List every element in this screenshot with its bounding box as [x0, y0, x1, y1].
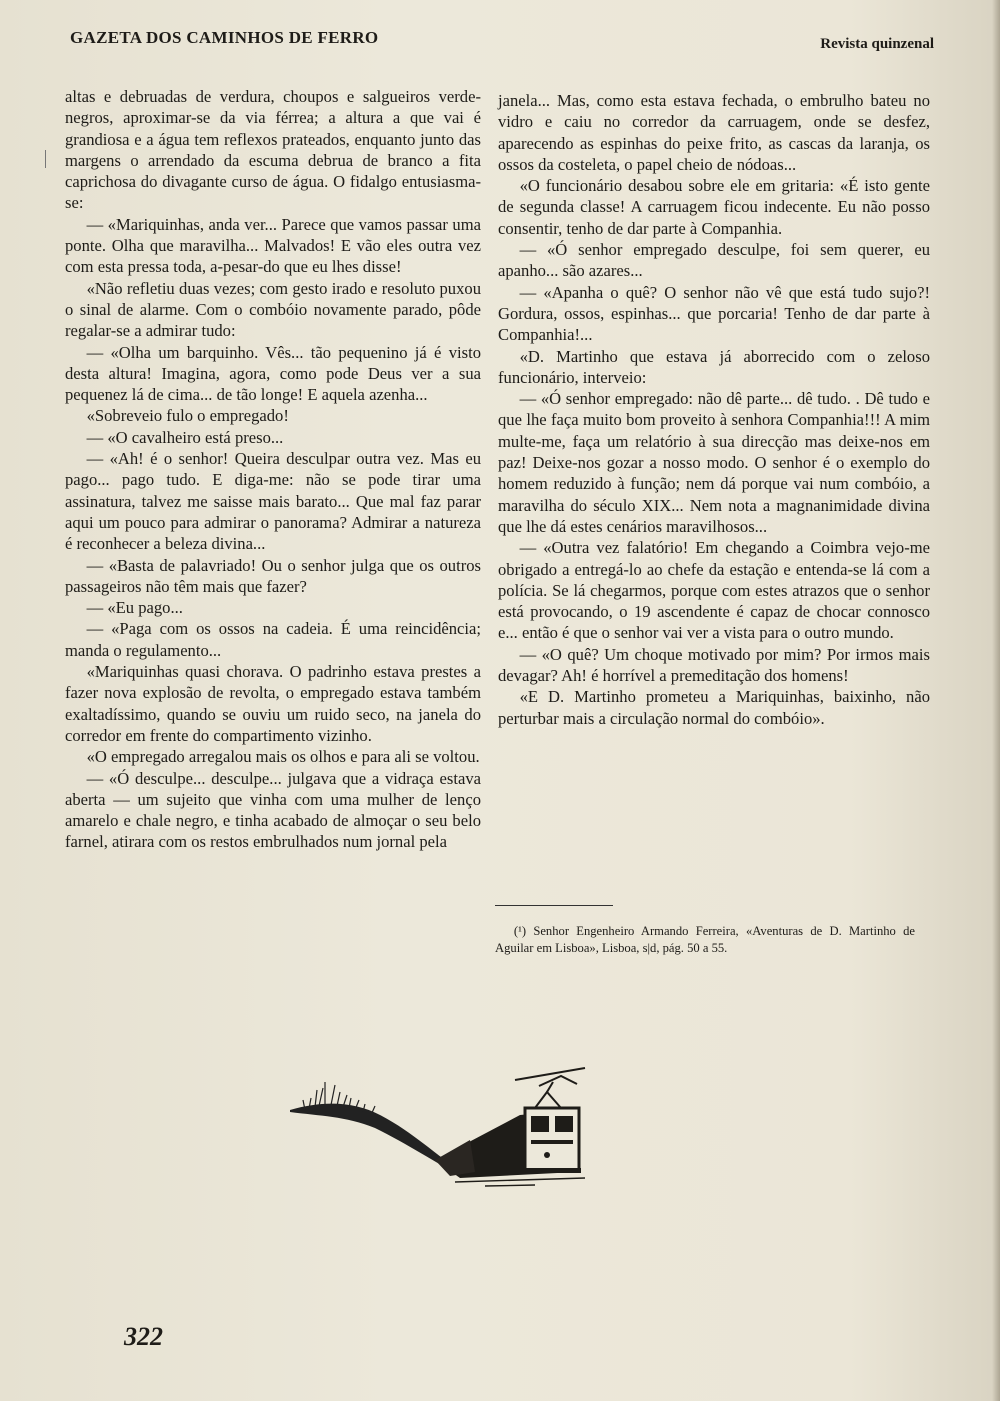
paragraph: «E D. Martinho prometeu a Mariquinhas, baixinho, não perturbar mais a circulação normal do combóio».: [498, 687, 930, 728]
footnote: [495, 923, 915, 956]
paragraph: «D. Martinho que estava já aborrecido com o zeloso funcionário, interveio:: [498, 346, 930, 387]
footnote-text: Senhor Engenheiro Armando Ferreira, «Aventuras de D. Martinho de Aguilar em Lisboa», Lisboa, s|d, pág. 50 a 55.: [495, 924, 915, 955]
paragraph: janela... Mas, como esta estava fechada, o embrulho bateu no vidro e caiu no corredor da carruagem, onde se desfez, aparecendo as espinhas do peixe frito, as cascas da laranja, os ossos da costeleta, o papel cheio de nódoas...: [498, 91, 930, 174]
paragraph: — «Basta de palavriado! Ou o senhor julga que os outros passageiros não têm mais que fazer?: [65, 555, 481, 596]
paragraph: — «Ah! é o senhor! Queira desculpar outra vez. Mas eu pago... pago tudo. E diga-me: não se pode tirar uma assinatura, talvez me saisse mais barato... Que mal faz parar aqui um pouco para admirar o panorama? Admirar a natureza é reconhecer a beleza divina...: [65, 449, 481, 554]
page-spine-shadow: [992, 0, 1000, 1401]
paragraph: — «Ó desculpe... desculpe... julgava que a vidraça estava aberta — um sujeito que vinha com uma mulher de lenço amarelo e chale negro, e tinha acabado de almoçar o seu belo farnel, atirara com os restos embrulhados num jornal pela: [65, 768, 481, 852]
magazine-title: GAZETA DOS CAMINHOS DE FERRO: [70, 28, 379, 47]
right-column: [498, 90, 930, 729]
page-number: 322: [124, 1322, 163, 1351]
paragraph: — «Mariquinhas, anda ver... Parece que vamos passar uma ponte. Olha que maravilha... Malvados! E vão eles outra vez com esta pressa toda, a-pesar-do que eu lhes disse!: [65, 214, 481, 277]
paragraph: — «O quê? Um choque motivado por mim? Por irmos mais devagar? Ah! é horrível a premeditação dos homens!: [498, 644, 930, 686]
paragraph: «Mariquinhas quasi chorava. O padrinho estava prestes a fazer nova explosão de revolta, o empregado estava também exaltadíssimo, quando se ouviu um ruido seco, na janela do corredor em frente do compartimento vizinho.: [65, 662, 481, 745]
paragraph: — «Ó senhor empregado desculpe, foi sem querer, eu apanho... são azares...: [498, 240, 930, 281]
paragraph: — «Ó senhor empregado: não dê parte... dê tudo. . Dê tudo e que lhe faça muito bom proveito à senhora Companhia!!! A mim multe-me, faça um relatório à sua direcção mas deixe-nos em paz! Deixe-nos gozar a nosso modo. O senhor é o exemplo do homem reduzido à função; nem dá porque vai num combóio, a maravilha do século XIX... Nem nota a magnanimidade divina que lhe dá estes cenários maravilhosos...: [498, 389, 930, 536]
paragraph: «O empregado arregalou mais os olhos e para ali se voltou.: [86, 747, 480, 767]
left-column: [65, 86, 481, 853]
paragraph: altas e debruadas de verdura, choupos e salgueiros verde-negros, aproximar-se da via férrea; a altura a que vai é grandiosa e a água tem reflexos prateados, enquanto junto das margens o arrendado da escuma debrua de branco a fita caprichosa do divagante curso de água. O fidalgo entusiasma-se:: [65, 87, 481, 213]
magazine-subtitle: Revista quinzenal: [820, 36, 934, 52]
paragraph: — «Olha um barquinho. Vês... tão pequenino já é visto desta altura! Imagina, agora, como pode Deus ver a sua pequenez lá de cima... de tão longe! E aquela azenha...: [65, 342, 481, 405]
paragraph: — «Eu pago...: [86, 598, 183, 618]
margin-mark: [45, 150, 46, 168]
footnote-rule: [495, 905, 613, 906]
paragraph: — «Apanha o quê? O senhor não vê que está tudo sujo?! Gordura, ossos, espinhas... que porcaria! Tenho de dar parte à Companhia!...: [498, 282, 930, 345]
train-drawing: [285, 1060, 605, 1200]
paragraph: «O funcionário desabou sobre ele em gritaria: «É isto gente de segunda classe! A carruagem ficou indecente. Eu não posso consentir, tenho de dar parte à Companhia.: [498, 176, 930, 238]
paragraph: — «Outra vez falatório! Em chegando a Coimbra vejo-me obrigado a entregá-lo ao chefe da estação e entenda-se lá com a polícia. Se lá chegarmos, porque com estes atrazos que o senhor está provocando, o 19 ascendente é capaz de chocar connosco e... então é que o senhor vai ver a vista para o outro mundo.: [498, 538, 930, 643]
footnote-body: [495, 923, 915, 956]
electric-train-illustration-icon: [285, 1060, 605, 1200]
paragraph: — «Paga com os ossos na cadeia. É uma reincidência; manda o regulamento...: [65, 619, 481, 660]
footnote-marker: (¹): [513, 924, 527, 938]
paragraph: — «O cavalheiro está preso...: [86, 427, 284, 447]
paragraph: «Não refletiu duas vezes; com gesto irado e resoluto puxou o sinal de alarme. Com o combóio novamente parado, pôde regalar-se a admirar tudo:: [65, 278, 481, 341]
paragraph: «Sobreveio fulo o empregado!: [86, 406, 289, 426]
